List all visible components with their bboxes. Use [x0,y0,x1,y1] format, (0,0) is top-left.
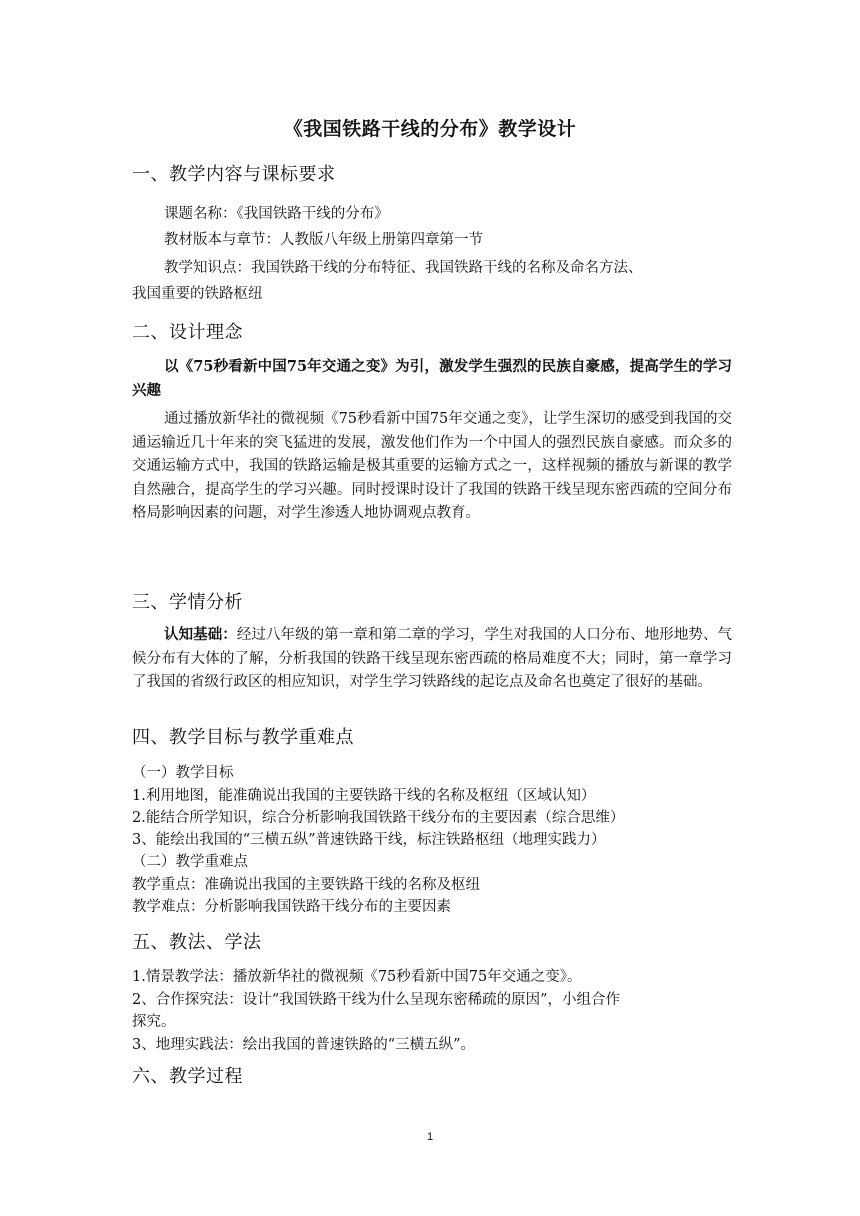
section-heading-3: 三、学情分析 [132,592,243,613]
section-heading-4: 四、教学目标与教学重难点 [132,727,354,748]
section-heading-5: 五、教法、学法 [132,932,262,953]
subheading-goals: （一）教学目标 [132,765,234,781]
section-heading-6: 六、教学过程 [132,1066,243,1087]
difficult-point: 教学难点：分析影响我国铁路干线分布的主要因素 [132,899,451,915]
subheading-key-points: （二）教学重难点 [132,854,248,870]
method-2-continued: 探究。 [132,1014,176,1030]
document-title: 《我国铁路干线的分布》教学设计 [283,118,577,140]
design-idea-paragraph: 通过播放新华社的微视频《75秒看新中国75年交通之变》，让学生深切的感受到我国的交通运输近几十年来的突飞猛进的发展，激发他们作为一个中国人的强烈民族自豪感。而众多的交通运输方式中，我国的铁路运输是极其重要的运输方式之一，这样视频的播放与新课的教学自然融合，提高学生的学习兴趣。同时授课时设计了我国的铁路干线呈现东密西疏的空间分布格局影响因素的问题，对学生渗透人地协调观点教育。 [132,411,732,521]
design-idea-intro: 以《75秒看新中国75年交通之变》为引，激发学生强烈的民族自豪感，提高学生的学习兴趣 [132,358,732,399]
goal-2: 2.能结合所学知识，综合分析影响我国铁路干线分布的主要因素（综合思维） [132,810,625,826]
goal-1: 1.利用地图，能准确说出我国的主要铁路干线的名称及枢纽（区域认知） [132,788,596,804]
knowledge-points-line-2: 我国重要的铁路枢纽 [132,286,263,302]
goal-3: 3、能绘出我国的“三横五纵”普速铁路干线，标注铁路枢纽（地理实践力） [132,832,606,848]
section-heading-1: 一、教学内容与课标要求 [132,164,336,185]
knowledge-points-line: 教学知识点：我国铁路干线的分布特征、我国铁路干线的名称及命名方法、 [164,260,643,276]
cognitive-basis-text: 经过八年级的第一章和第二章的学习，学生对我国的人口分布、地形地势、气候分布有大体的了解，分析我国的铁路干线呈现东密西疏的格局难度不大；同时，第一章学习了我国的省级行政区的相应知识，对学生学习铁路线的起讫点及命名也奠定了很好的基础。 [132,627,733,690]
course-name-line: 课题名称：《我国铁路干线的分布》 [164,206,389,222]
student-analysis-paragraph [132,623,732,695]
method-1: 1.情景教学法：播放新华社的微视频《75秒看新中国75年交通之变》。 [132,969,582,985]
section-heading-2: 二、设计理念 [132,322,243,343]
page-number: 1 [426,1131,434,1143]
method-3: 3、地理实践法：绘出我国的普速铁路的“三横五纵”。 [132,1037,476,1053]
key-point: 教学重点：准确说出我国的主要铁路干线的名称及枢纽 [132,877,480,893]
textbook-line: 教材版本与章节：人教版八年级上册第四章第一节 [164,232,483,248]
cognitive-basis-label: 认知基础： [164,626,237,643]
method-2: 2、合作探究法：设计“我国铁路干线为什么呈现东密稀疏的原因”，小组合作 [132,992,621,1008]
